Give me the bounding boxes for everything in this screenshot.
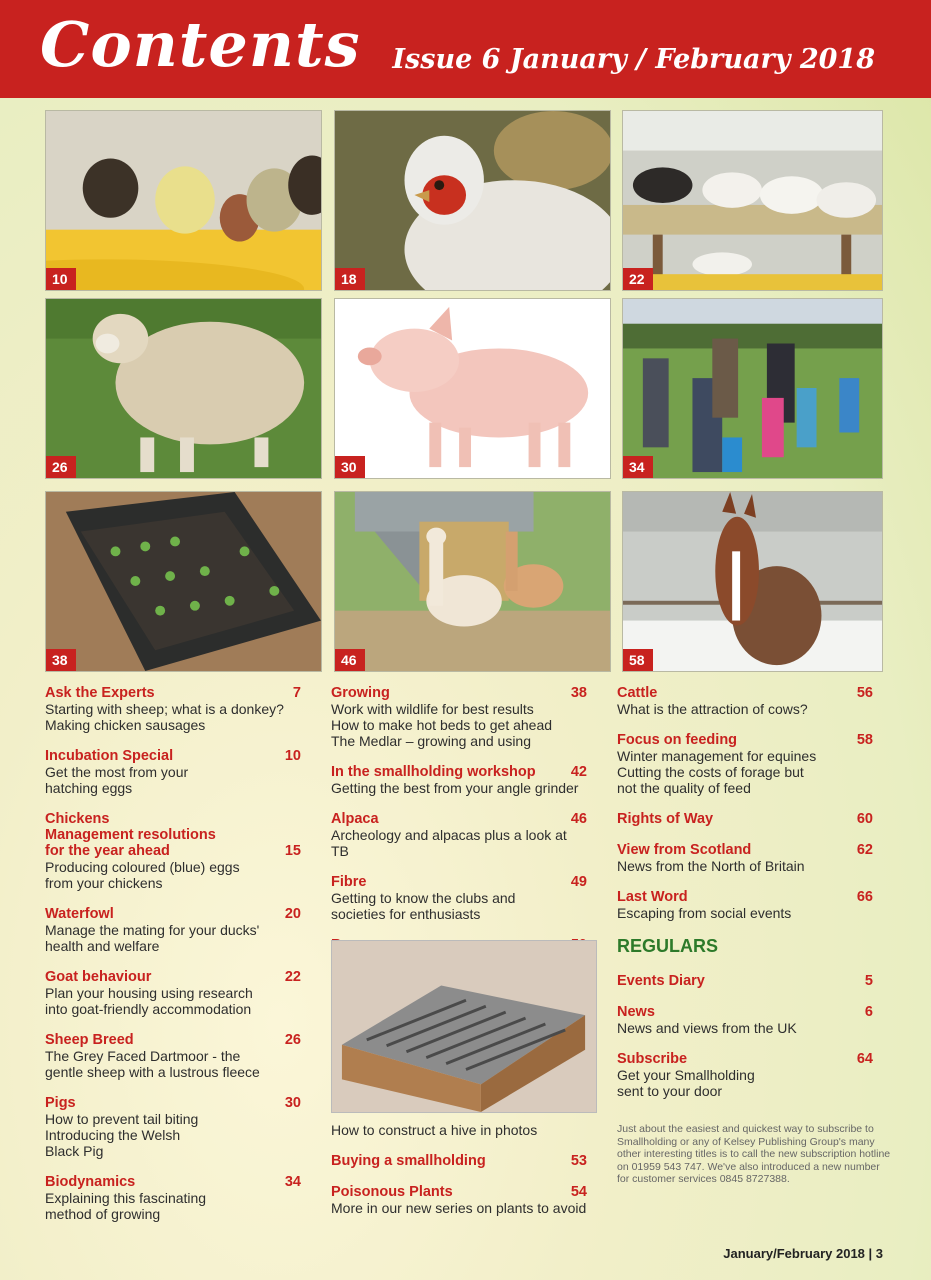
regulars-heading: REGULARS [617, 936, 719, 956]
entry-page: 56 [856, 685, 873, 701]
contents-entry[interactable] [45, 1032, 301, 1080]
entry-description: Plan your housing using research into goat-friendly accommodation [45, 985, 253, 1017]
entry-page: 49 [570, 874, 587, 890]
entry-page: 54 [570, 1184, 587, 1200]
entry-page: 6 [864, 1004, 873, 1020]
subscription-note: Just about the easiest and quickest way to subscribe to Smallholding or any of Kelsey Publishing Group's many other interesting titles is to call the new subscription hotline on 01959 543 747. We've also introduced a new number for customer services 0845 8727388. [617, 1123, 891, 1185]
entry-description: News and views from the UK [617, 1020, 797, 1036]
entry-page: 22 [284, 969, 301, 985]
photo-page-number: 30 [335, 456, 365, 478]
contents-entry[interactable] [331, 1153, 587, 1169]
entry-description: What is the attraction of cows? [617, 701, 808, 717]
entry-page: 46 [570, 811, 587, 827]
contents-column-2 [331, 685, 587, 968]
entry-description: Starting with sheep; what is a donkey? Making chicken sausages [45, 701, 284, 733]
contents-entry[interactable] [331, 685, 587, 749]
entry-title: Waterfowl [45, 906, 114, 922]
entry-page: 60 [856, 811, 873, 827]
entry-description: How to construct a hive in photos [331, 1122, 538, 1138]
entry-page: 38 [570, 685, 587, 701]
entry-page: 30 [284, 1095, 301, 1111]
contents-entry[interactable] [617, 842, 873, 874]
entry-title: Fibre [331, 874, 367, 890]
entry-page: 53 [570, 1153, 587, 1169]
photo-page-number: 38 [46, 649, 76, 671]
entry-description: Archeology and alpacas plus a look at TB [331, 827, 567, 859]
contents-entry[interactable] [331, 1122, 587, 1138]
entry-title: Chickens Management resolutions for the year ahead [45, 811, 216, 859]
contents-entry[interactable] [331, 1184, 587, 1216]
contents-entry[interactable] [45, 969, 301, 1017]
photo-horse[interactable] [622, 491, 883, 672]
photo-beehive[interactable] [331, 940, 597, 1113]
entry-description: Winter management for equines Cutting the costs of forage but not the quality of feed [617, 748, 817, 796]
contents-entry[interactable] [331, 764, 587, 796]
contents-entry[interactable] [331, 811, 587, 859]
entry-page: 20 [284, 906, 301, 922]
photo-seedlings[interactable] [45, 491, 322, 672]
page-footer: January/February 2018 | 3 [723, 1246, 883, 1261]
entry-description: Get your Smallholding sent to your door [617, 1067, 755, 1099]
entry-title: Last Word [617, 889, 688, 905]
entry-title: Alpaca [331, 811, 379, 827]
contents-entry[interactable] [45, 748, 301, 796]
photo-alpacas[interactable] [334, 491, 611, 672]
entry-description: Getting the best from your angle grinder [331, 780, 579, 796]
photo-page-number: 10 [46, 268, 76, 290]
entry-title: Incubation Special [45, 748, 174, 764]
photo-goats[interactable] [622, 110, 883, 291]
entry-page: 10 [284, 748, 301, 764]
entry-description: Manage the mating for your ducks' health and welfare [45, 922, 260, 954]
entry-description: Work with wildlife for best results How to make hot beds to get ahead The Medlar – growing and using [331, 701, 553, 749]
entry-page: 62 [856, 842, 873, 858]
entry-page: 42 [570, 764, 587, 780]
contents-entry[interactable] [617, 1051, 873, 1099]
entry-title: Ask the Experts [45, 685, 155, 701]
contents-entry[interactable] [617, 1004, 873, 1036]
entry-title: View from Scotland [617, 842, 752, 858]
entry-title: Subscribe [617, 1051, 688, 1067]
entry-description: Get the most from your hatching eggs [45, 764, 189, 796]
contents-entry[interactable] [617, 685, 873, 717]
entry-title: Buying a smallholding [331, 1153, 486, 1169]
entry-title: Poisonous Plants [331, 1184, 453, 1200]
entry-description: Producing coloured (blue) eggs from your chickens [45, 859, 240, 891]
entry-page: 7 [292, 685, 301, 701]
photo-page-number: 22 [623, 268, 653, 290]
contents-entry[interactable] [617, 811, 873, 827]
page-title: Contents [40, 8, 361, 81]
contents-entry[interactable] [45, 906, 301, 954]
contents-column-1 [45, 685, 301, 1237]
issue-label: Issue 6 January / February 2018 [392, 44, 875, 75]
photo-family[interactable] [622, 298, 883, 479]
photo-page-number: 46 [335, 649, 365, 671]
contents-entry[interactable] [617, 732, 873, 796]
contents-entry[interactable] [45, 811, 301, 891]
contents-column-3 [617, 685, 891, 1186]
entry-description: Explaining this fascinating method of growing [45, 1190, 207, 1222]
entry-page: 5 [864, 973, 873, 989]
entry-title: Growing [331, 685, 390, 701]
contents-column-2-lower [331, 1122, 587, 1231]
entry-description: How to prevent tail biting Introducing the Welsh Black Pig [45, 1111, 199, 1159]
header-bar [0, 0, 931, 98]
entry-title: In the smallholding workshop [331, 764, 536, 780]
entry-title: News [617, 1004, 655, 1020]
entry-page: 64 [856, 1051, 873, 1067]
contents-entry[interactable] [617, 973, 873, 989]
entry-page: 15 [284, 843, 301, 859]
entry-description: The Grey Faced Dartmoor - the gentle sheep with a lustrous fleece [45, 1048, 260, 1080]
entry-title: Sheep Breed [45, 1032, 134, 1048]
entry-title: Cattle [617, 685, 658, 701]
contents-entry[interactable] [617, 889, 873, 921]
photo-page-number: 26 [46, 456, 76, 478]
contents-entry[interactable] [45, 1095, 301, 1159]
entry-page: 66 [856, 889, 873, 905]
photo-pig[interactable] [334, 298, 611, 479]
photo-page-number: 58 [623, 649, 653, 671]
entry-title: Biodynamics [45, 1174, 136, 1190]
entry-description: Getting to know the clubs and societies for enthusiasts [331, 890, 516, 922]
entry-title: Pigs [45, 1095, 76, 1111]
entry-title: Events Diary [617, 973, 705, 989]
photo-hen[interactable] [334, 110, 611, 291]
photo-sheep[interactable] [45, 298, 322, 479]
entry-title: Goat behaviour [45, 969, 152, 985]
photo-chicks[interactable] [45, 110, 322, 291]
entry-title: Rights of Way [617, 811, 714, 827]
entry-description: More in our new series on plants to avoid [331, 1200, 587, 1216]
entry-page: 58 [856, 732, 873, 748]
photo-page-number: 18 [335, 268, 365, 290]
entry-page: 26 [284, 1032, 301, 1048]
contents-entry[interactable] [331, 874, 587, 922]
contents-entry[interactable] [45, 685, 301, 733]
photo-page-number: 34 [623, 456, 653, 478]
entry-description: News from the North of Britain [617, 858, 805, 874]
entry-title: Focus on feeding [617, 732, 738, 748]
entry-description: Escaping from social events [617, 905, 792, 921]
entry-page: 34 [284, 1174, 301, 1190]
contents-entry[interactable] [45, 1174, 301, 1222]
